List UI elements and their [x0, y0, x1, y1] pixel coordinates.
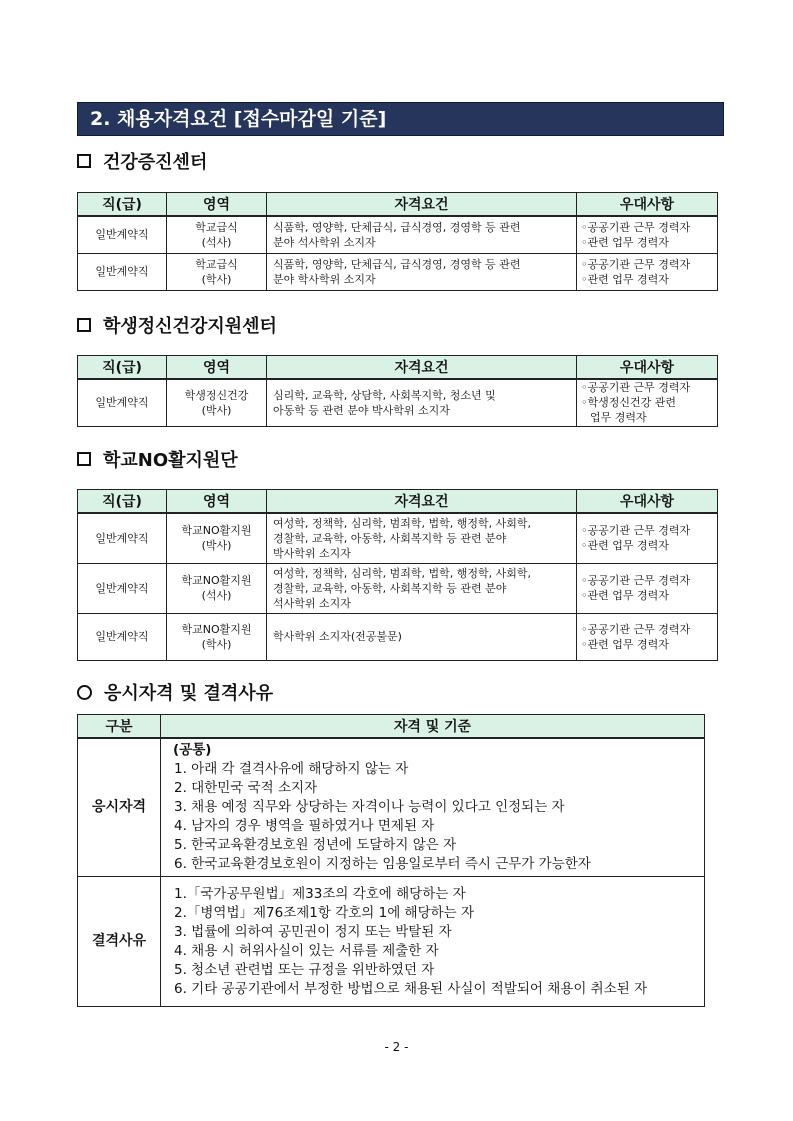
- category-disqualification: 결격사유: [78, 877, 161, 1007]
- area-cell: 학교급식 (석사): [167, 216, 267, 253]
- section-heading-mental-health: [77, 312, 277, 338]
- header-preference: 우대사항: [577, 490, 718, 514]
- table-row: [78, 563, 718, 613]
- table-health-center: [77, 192, 718, 291]
- section-heading-school-no: [77, 446, 238, 472]
- table-school-no: [77, 489, 718, 661]
- header-grade: 직(급): [78, 490, 167, 514]
- table-header-row: [78, 715, 705, 739]
- category-eligibility: 응시자격: [78, 738, 161, 877]
- disqualification-criteria: 1.「국가공무원법」제33조의 각호에 해당하는 자 2.「병역법」제76조제1항 각호의 1에 해당하는 자 3. 법률에 의하여 공민권이 정지 또는 박탈된 자 4. 채용 시 허위사실이 있는 서류를 제출한 자 5. 청소년 관련법 또는 규정을 위반하였던 자 6. 기타 공공기관에서 부정한 방법으로 채용된 사실이 적발되어 채용이 취소된 자: [161, 877, 705, 1007]
- area-cell: 학교NO활지원 (석사): [167, 563, 267, 613]
- page-number: - 2 -: [384, 1040, 409, 1054]
- header-area: 영역: [167, 490, 267, 514]
- preference-cell: ◦공공기관 근무 경력자 ◦관련 업무 경력자: [577, 563, 718, 613]
- header-area: 영역: [167, 356, 267, 380]
- grade-cell: 일반계약직: [78, 216, 167, 253]
- area-cell: 학생정신건강 (박사): [167, 379, 267, 426]
- table-row: [78, 513, 718, 563]
- requirement-cell: 식품학, 영양학, 단체급식, 급식경영, 경영학 등 관련 분야 석사학위 소지자: [267, 216, 577, 253]
- header-grade: 직(급): [78, 356, 167, 380]
- section-title: 건강증진센터: [103, 152, 208, 173]
- grade-cell: 일반계약직: [78, 613, 167, 660]
- section-heading-qualification: [77, 679, 273, 705]
- section-heading-health: [77, 148, 207, 174]
- table-row-disqualification: [78, 877, 705, 1007]
- header-preference: 우대사항: [577, 356, 718, 380]
- table-row: [78, 379, 718, 426]
- header-area: 영역: [167, 193, 267, 217]
- section-banner: 2. 채용자격요건 [접수마감일 기준]: [77, 102, 724, 136]
- checkbox-square-icon: [77, 318, 91, 332]
- checkbox-square-icon: [77, 154, 91, 168]
- table-header-row: [78, 356, 718, 380]
- table-row: [78, 216, 718, 253]
- preference-cell: ◦공공기관 근무 경력자 ◦관련 업무 경력자: [577, 216, 718, 253]
- header-requirement: 자격요건: [267, 193, 577, 217]
- requirement-cell: 식품학, 영양학, 단체급식, 급식경영, 경영학 등 관련 분야 학사학위 소지자: [267, 253, 577, 290]
- eligibility-criteria: (공통) 1. 아래 각 결격사유에 해당하지 않는 자 2. 대한민국 국적 소지자 3. 채용 예정 직무와 상당하는 자격이나 능력이 있다고 인정되는 자 4. 남자의 경우 병역을 필하였거나 면제된 자 5. 한국교육환경보호원 정년에 도달하지 않은 자 6. 한국교육환경보호원이 지정하는 임용일로부터 즉시 근무가 가능한자: [161, 738, 705, 877]
- header-criteria: 자격 및 기준: [161, 715, 705, 739]
- header-requirement: 자격요건: [267, 490, 577, 514]
- preference-cell: ◦공공기관 근무 경력자 ◦학생정신건강 관련 업무 경력자: [577, 379, 718, 426]
- grade-cell: 일반계약직: [78, 513, 167, 563]
- header-grade: 직(급): [78, 193, 167, 217]
- preference-cell: ◦공공기관 근무 경력자 ◦관련 업무 경력자: [577, 613, 718, 660]
- grade-cell: 일반계약직: [78, 253, 167, 290]
- table-row: [78, 253, 718, 290]
- requirement-cell: 여성학, 정책학, 심리학, 범죄학, 법학, 행정학, 사회학, 경찰학, 교육학, 아동학, 사회복지학 등 관련 분야 석사학위 소지자: [267, 563, 577, 613]
- preference-cell: ◦공공기관 근무 경력자 ◦관련 업무 경력자: [577, 253, 718, 290]
- area-cell: 학교급식 (학사): [167, 253, 267, 290]
- checkbox-square-icon: [77, 452, 91, 466]
- table-header-row: [78, 490, 718, 514]
- preference-cell: ◦공공기관 근무 경력자 ◦관련 업무 경력자: [577, 513, 718, 563]
- area-cell: 학교NO활지원 (학사): [167, 613, 267, 660]
- grade-cell: 일반계약직: [78, 563, 167, 613]
- header-preference: 우대사항: [577, 193, 718, 217]
- requirement-cell: 심리학, 교육학, 상담학, 사회복지학, 청소년 및 아동학 등 관련 분야 박사학위 소지자: [267, 379, 577, 426]
- section-title: 응시자격 및 결격사유: [104, 683, 274, 704]
- table-mental-health: [77, 355, 718, 427]
- table-header-row: [78, 193, 718, 217]
- table-row-eligibility: [78, 738, 705, 877]
- section-title: 학생정신건강지원센터: [103, 316, 277, 337]
- header-requirement: 자격요건: [267, 356, 577, 380]
- section-title: 학교NO활지원단: [103, 450, 238, 471]
- table-qualification: [77, 714, 705, 1007]
- requirement-cell: 학사학위 소지자(전공불문): [267, 613, 577, 660]
- requirement-cell: 여성학, 정책학, 심리학, 범죄학, 법학, 행정학, 사회학, 경찰학, 교육학, 아동학, 사회복지학 등 관련 분야 박사학위 소지자: [267, 513, 577, 563]
- circle-bullet-icon: [77, 685, 92, 700]
- table-row: [78, 613, 718, 660]
- header-category: 구분: [78, 715, 161, 739]
- grade-cell: 일반계약직: [78, 379, 167, 426]
- area-cell: 학교NO활지원 (박사): [167, 513, 267, 563]
